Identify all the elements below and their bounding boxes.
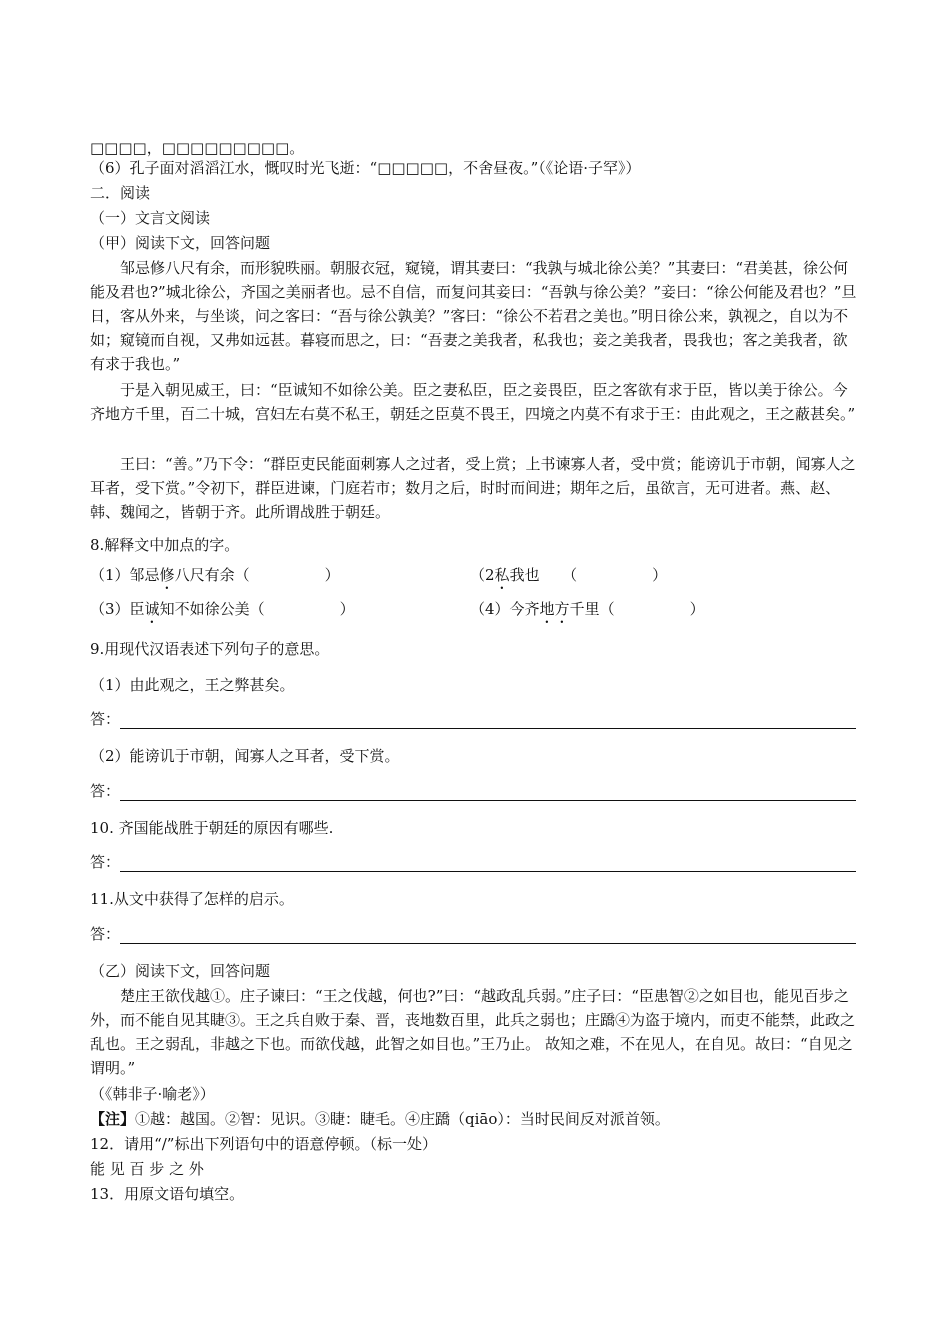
answer-label: 答： <box>90 782 121 800</box>
passage-jia-paragraph-3: 王曰：“善。”乃下令：“群臣吏民能面刺寡人之过者，受上赏；上书谏寡人者，受中赏；能谤讥于市朝，闻寡人之耳者，受下赏。”令初下，群臣进谏，门庭若市；数月之后，时时而间进；期年之后，虽欲言，无可进者。燕、赵、韩、魏闻之，皆朝于齐。此所谓战胜于朝廷。 <box>90 455 856 521</box>
q8-item-3: （3）臣诚知不如徐公美（ ） <box>90 600 355 618</box>
q9-sentence-1: （1）由此观之，王之弊甚矣。 <box>90 676 295 694</box>
q9-sentence-2: （2）能谤讥于市朝，闻寡人之耳者，受下赏。 <box>90 747 400 765</box>
answer-line[interactable] <box>90 851 856 873</box>
q8-item-4: （4）今齐地方千里（ ） <box>470 600 705 618</box>
answer-label: 答： <box>90 853 121 871</box>
answer-label: 答： <box>90 710 121 728</box>
question-13-title: 13．用原文语句填空。 <box>90 1185 245 1203</box>
question-9-title: 9.用现代汉语表述下列句子的意思。 <box>90 640 330 658</box>
passage-jia-paragraph-1: 邹忌修八尺有余，而形貌昳丽。朝服衣冠，窥镜，谓其妻曰：“我孰与城北徐公美？”其妻曰：“君美甚，徐公何能及君也?”城北徐公，齐国之美丽者也。忌不自信，而复问其妾曰：“吾孰与徐公美？”妾曰：“徐公何能及君也？”旦日，客从外来，与坐谈，问之客曰：“吾与徐公孰美？”客曰：“徐公不若君之美也。”明日徐公来，孰视之，自以为不如；窥镜而自视，又弗如远甚。暮寝而思之，曰：“吾妻之美我者，私我也；妾之美我者，畏我也；客之美我者，欲有求于我也。” <box>90 259 857 373</box>
question-10-title: 10. 齐国能战胜于朝廷的原因有哪些. <box>90 819 334 837</box>
dotted-char: 修 <box>159 566 175 584</box>
dotted-char: 诚 <box>144 600 160 618</box>
dotted-char: 地方 <box>539 600 570 618</box>
passage-jia-paragraph-2: 于是入朝见威王，曰：“臣诚知不如徐公美。臣之妻私臣，臣之妾畏臣，臣之客欲有求于臣，皆以美于徐公。今齐地方千里，百二十城，宫妇左右莫不私王，朝廷之臣莫不畏王，四境之内莫不有求于王：由此观之，王之蔽甚矣。” <box>90 381 856 423</box>
question-8-title: 8.解释文中加点的字。 <box>90 536 240 554</box>
q12-sentence: 能 见 百 步 之 外 <box>90 1160 204 1178</box>
answer-line[interactable] <box>90 780 856 802</box>
note-heading: 【注】 <box>90 1110 136 1128</box>
answer-label: 答： <box>90 925 121 943</box>
question-12-title: 12．请用“/”标出下列语句中的语意停顿。（标一处） <box>90 1135 437 1153</box>
passage-yi-notes: 【注】①越：越国。②智：见识。③睫：睫毛。④庄蹻（qiāo）：当时民间反对派首领。 <box>90 1110 670 1128</box>
dotted-char: 私 <box>494 566 510 584</box>
question-6: （6）孔子面对滔滔江水，慨叹时光飞逝：“□□□□□，不舍昼夜。”（《论语·子罕》） <box>90 159 641 177</box>
q8-item-2: （2私我也 （ ） <box>470 566 668 584</box>
question-11-title: 11.从文中获得了怎样的启示。 <box>90 890 294 908</box>
answer-line[interactable] <box>90 923 856 945</box>
subsection-classical-chinese: （一）文言文阅读 <box>90 209 211 227</box>
passage-yi-paragraph: 楚庄王欲伐越①。庄子谏曰：“王之伐越，何也?”曰：“越政乱兵弱。”庄子曰：“臣患智②之如目也，能见百步之外，而不能自见其睫③。王之兵自败于秦、晋，丧地数百里，此兵之弱也；庄蹻④为盗于境内，而吏不能禁，此政之乱也。王之弱乱，非越之下也。而欲伐越，此智之如目也。”王乃止。 故知之难，不在见人，在自见。故曰：“自见之谓明。” <box>90 987 856 1077</box>
passage-yi-source: （《韩非子·喻老》） <box>90 1085 215 1103</box>
passage-yi-title: （乙）阅读下文，回答问题 <box>90 962 271 980</box>
q8-item-1: （1）邹忌修八尺有余（ ） <box>90 566 340 584</box>
fill-blank-line: □□□□，□□□□□□□□□。 <box>90 139 305 157</box>
answer-line[interactable] <box>90 708 856 730</box>
section-heading-reading: 二．阅读 <box>90 184 151 202</box>
passage-jia-title: （甲）阅读下文，回答问题 <box>90 234 271 252</box>
